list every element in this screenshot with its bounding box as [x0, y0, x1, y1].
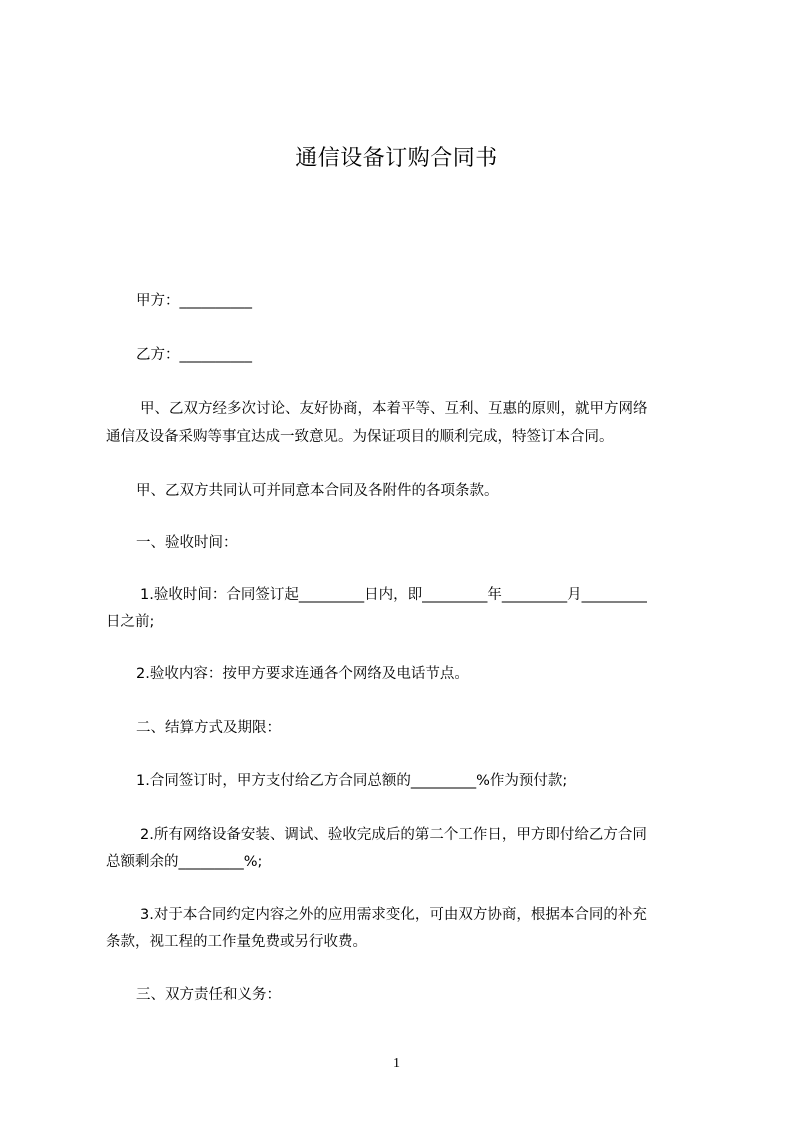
section-2-heading: 二、结算方式及期限： — [136, 720, 281, 736]
payment-item-3-line-1: 3.对于本合同约定内容之外的应用需求变化，可由双方协商，根据本合同的补充 — [140, 907, 647, 923]
acceptance-content: 2.验收内容：按甲方要求连通各个网络及电话节点。 — [136, 666, 469, 682]
intro-paragraph-line-1: 甲、乙双方经多次讨论、友好协商，本着平等、互利、互惠的原则，就甲方网络 — [140, 401, 648, 417]
payment-item-1: 1.合同签订时，甲方支付给乙方合同总额的_________%作为预付款; — [136, 773, 568, 789]
document-title: 通信设备订购合同书 — [295, 146, 498, 171]
party-b-line: 乙方：__________ — [136, 347, 252, 363]
acceptance-time-line-1: 1.验收时间：合同签订起_________日内，即_________年_________月_________ — [140, 587, 647, 603]
intro-paragraph-line-2: 通信及设备采购等事宜达成一致意见。为保证项目的顺利完成，特签订本合同。 — [106, 429, 614, 445]
section-1-heading: 一、验收时间： — [136, 535, 238, 551]
acceptance-time-line-2: 日之前; — [106, 614, 155, 630]
payment-item-3-line-2: 条款，视工程的工作量免费或另行收费。 — [106, 934, 367, 950]
agreement-paragraph: 甲、乙双方共同认可并同意本合同及各附件的各项条款。 — [136, 483, 499, 499]
payment-item-2-line-2: 总额剩余的_________%; — [106, 854, 263, 870]
section-3-heading: 三、双方责任和义务： — [136, 987, 281, 1003]
payment-item-2-line-1: 2.所有网络设备安装、调试、验收完成后的第二个工作日，甲方即付给乙方合同 — [140, 827, 647, 843]
party-a-line: 甲方：__________ — [136, 293, 252, 309]
page-number: 1 — [393, 1056, 400, 1071]
